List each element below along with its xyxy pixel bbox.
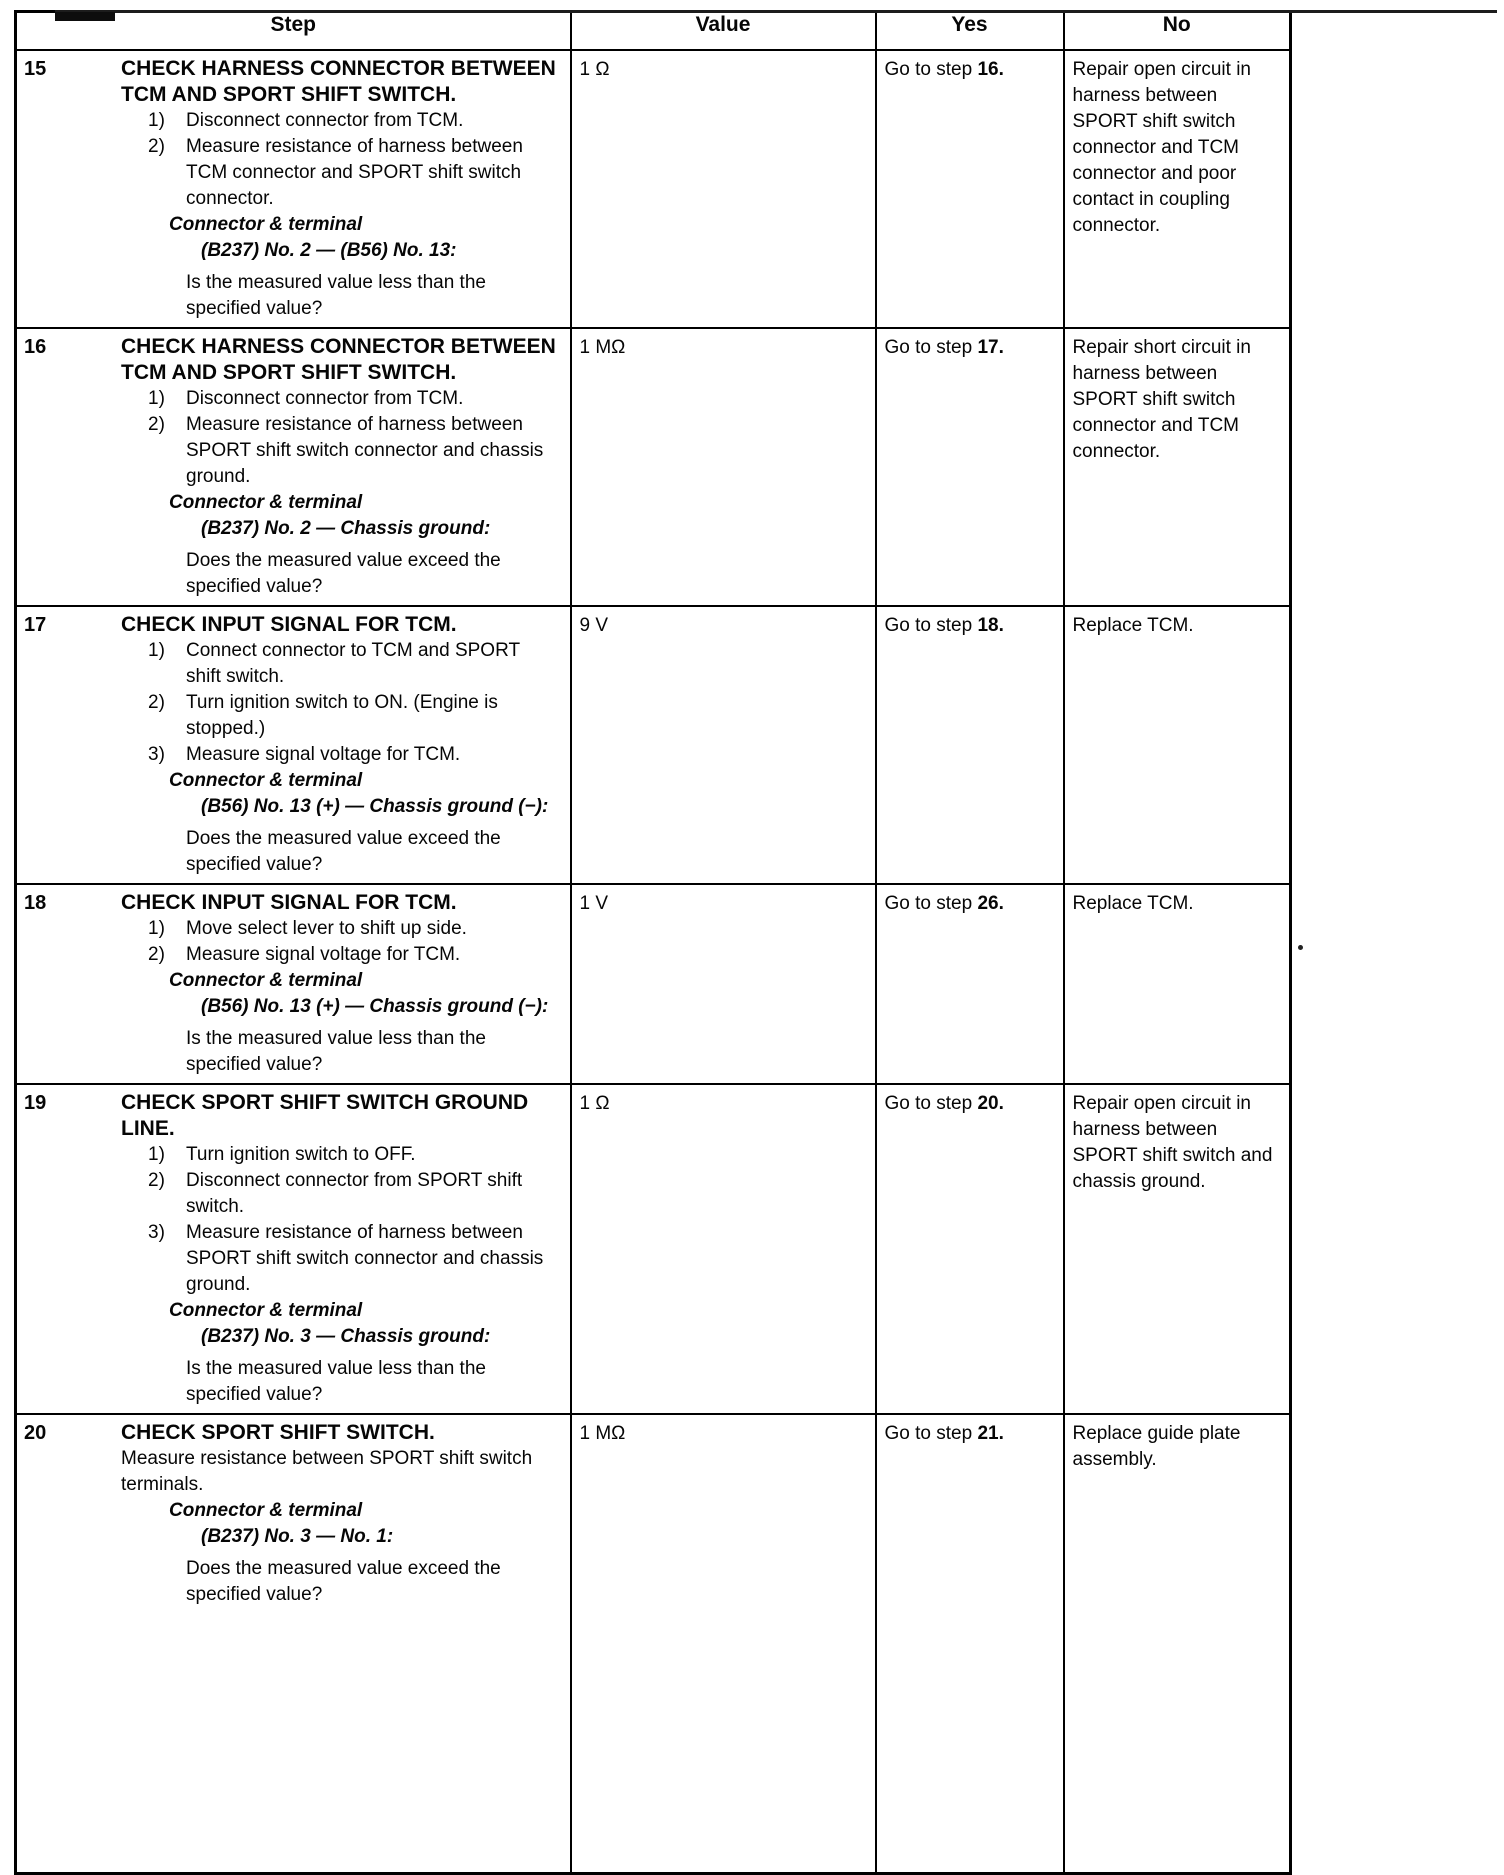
step-instruction <box>121 108 560 134</box>
connector-terminal-heading: Connector & terminal <box>169 491 363 513</box>
step-question: Does the measured value exceed the specified value? <box>186 549 501 597</box>
terminal-spec: (B237) No. 2 — (B56) No. 13: <box>201 239 457 261</box>
no-cell: Repair open circuit in harness between SPORT shift switch connector and TCM connector and poor contact in coupling connector. <box>1064 50 1291 328</box>
step-question: Is the measured value less than the specified value? <box>186 1357 486 1405</box>
connector-terminal-heading: Connector & terminal <box>169 969 363 991</box>
step-cell <box>16 884 571 1084</box>
scanned-manual-page <box>0 10 1504 1875</box>
step-cell <box>16 328 571 606</box>
step-content <box>121 612 560 878</box>
step-cell <box>16 1084 571 1414</box>
connector-terminal-heading: Connector & terminal <box>169 769 363 791</box>
scan-artifact-dot <box>1298 945 1303 950</box>
scan-artifact-line <box>55 10 1497 13</box>
step-instruction <box>121 1168 560 1220</box>
step-number: 18 <box>24 891 47 914</box>
yes-action-text: Go to step <box>884 336 978 358</box>
value-cell: 1 V <box>571 884 876 1084</box>
step-instructions <box>121 108 560 212</box>
instruction-text: Measure signal voltage for TCM. <box>186 743 461 765</box>
step-instruction <box>121 742 560 768</box>
step-instruction <box>121 638 560 690</box>
step-lead-text: Measure resistance between SPORT shift switch terminals. <box>121 1447 533 1495</box>
instruction-text: Turn ignition switch to ON. (Engine is stopped.) <box>186 691 498 739</box>
step-question: Does the measured value exceed the specified value? <box>186 827 501 875</box>
terminal-spec: (B56) No. 13 (+) — Chassis ground (−): <box>201 995 549 1017</box>
instruction-text: Turn ignition switch to OFF. <box>186 1143 416 1165</box>
yes-cell <box>876 50 1064 328</box>
step-instruction <box>121 134 560 212</box>
table-row <box>16 50 1291 328</box>
table-row <box>16 884 1291 1084</box>
yes-step-reference: 21. <box>977 1422 1004 1444</box>
step-instructions <box>121 916 560 968</box>
no-cell: Repair open circuit in harness between SPORT shift switch and chassis ground. <box>1064 1084 1291 1414</box>
step-number: 20 <box>24 1421 47 1444</box>
instruction-text: Measure resistance of harness between SPORT shift switch connector and chassis ground. <box>186 413 544 487</box>
step-content <box>121 890 560 1078</box>
instruction-number: 1) <box>148 917 165 939</box>
yes-step-reference: 16. <box>977 58 1004 80</box>
step-instruction <box>121 1220 560 1298</box>
step-instruction <box>121 942 560 968</box>
instruction-text: Disconnect connector from SPORT shift switch. <box>186 1169 523 1217</box>
yes-step-reference: 26. <box>977 892 1004 914</box>
instruction-text: Connect connector to TCM and SPORT shift switch. <box>186 639 520 687</box>
yes-step-reference: 18. <box>977 614 1004 636</box>
step-number: 15 <box>24 57 47 80</box>
yes-action-text: Go to step <box>884 614 978 636</box>
step-cell <box>16 1414 571 1874</box>
terminal-spec: (B56) No. 13 (+) — Chassis ground (−): <box>201 795 549 817</box>
table-row <box>16 328 1291 606</box>
step-question: Is the measured value less than the specified value? <box>186 271 486 319</box>
connector-terminal-heading: Connector & terminal <box>169 213 363 235</box>
step-instructions <box>121 386 560 490</box>
scan-artifact-mark <box>55 12 115 21</box>
instruction-text: Disconnect connector from TCM. <box>186 109 464 131</box>
instruction-number: 1) <box>148 1143 165 1165</box>
step-instruction <box>121 386 560 412</box>
instruction-text: Measure resistance of harness between TCM connector and SPORT shift switch connector. <box>186 135 523 209</box>
step-instruction <box>121 916 560 942</box>
column-header-step: Step <box>16 12 571 50</box>
step-number: 16 <box>24 335 47 358</box>
yes-action-text: Go to step <box>884 1092 978 1114</box>
value-cell: 9 V <box>571 606 876 884</box>
step-content <box>121 1420 560 1608</box>
instruction-number: 3) <box>148 743 165 765</box>
step-instructions <box>121 1142 560 1298</box>
no-cell: Repair short circuit in harness between SPORT shift switch connector and TCM connector. <box>1064 328 1291 606</box>
instruction-number: 1) <box>148 109 165 131</box>
instruction-number: 2) <box>148 943 165 965</box>
step-cell <box>16 606 571 884</box>
instruction-number: 3) <box>148 1221 165 1243</box>
terminal-spec: (B237) No. 3 — No. 1: <box>201 1525 394 1547</box>
header-row <box>16 12 1291 50</box>
yes-cell <box>876 606 1064 884</box>
table-body <box>16 50 1291 1874</box>
step-number: 17 <box>24 613 47 636</box>
step-title: CHECK SPORT SHIFT SWITCH. <box>121 1420 435 1444</box>
instruction-text: Measure resistance of harness between SPORT shift switch connector and chassis ground. <box>186 1221 544 1295</box>
no-cell: Replace guide plate assembly. <box>1064 1414 1291 1874</box>
no-cell: Replace TCM. <box>1064 884 1291 1084</box>
yes-step-reference: 17. <box>977 336 1004 358</box>
instruction-number: 1) <box>148 639 165 661</box>
table-row <box>16 1414 1291 1874</box>
yes-cell <box>876 884 1064 1084</box>
instruction-number: 2) <box>148 691 165 713</box>
diagnostic-procedure-table <box>14 10 1292 1875</box>
column-header-value: Value <box>571 12 876 50</box>
instruction-number: 2) <box>148 413 165 435</box>
value-cell: 1 MΩ <box>571 1414 876 1874</box>
step-title: CHECK HARNESS CONNECTOR BETWEEN TCM AND SPORT SHIFT SWITCH. <box>121 56 556 106</box>
yes-step-reference: 20. <box>977 1092 1004 1114</box>
instruction-text: Disconnect connector from TCM. <box>186 387 464 409</box>
step-number: 19 <box>24 1091 47 1114</box>
step-instruction <box>121 412 560 490</box>
step-title: CHECK INPUT SIGNAL FOR TCM. <box>121 612 457 636</box>
instruction-number: 1) <box>148 387 165 409</box>
yes-action-text: Go to step <box>884 1422 978 1444</box>
instruction-number: 2) <box>148 135 165 157</box>
connector-terminal-heading: Connector & terminal <box>169 1499 363 1521</box>
table-row <box>16 1084 1291 1414</box>
column-header-yes: Yes <box>876 12 1064 50</box>
no-cell: Replace TCM. <box>1064 606 1291 884</box>
yes-cell <box>876 1414 1064 1874</box>
terminal-spec: (B237) No. 2 — Chassis ground: <box>201 517 491 539</box>
terminal-spec: (B237) No. 3 — Chassis ground: <box>201 1325 491 1347</box>
step-instructions <box>121 638 560 768</box>
step-question: Is the measured value less than the specified value? <box>186 1027 486 1075</box>
step-instruction <box>121 690 560 742</box>
step-cell <box>16 50 571 328</box>
table-row <box>16 606 1291 884</box>
instruction-text: Move select lever to shift up side. <box>186 917 467 939</box>
value-cell: 1 MΩ <box>571 328 876 606</box>
column-header-no: No <box>1064 12 1291 50</box>
step-title: CHECK SPORT SHIFT SWITCH GROUND LINE. <box>121 1090 529 1140</box>
step-content <box>121 56 560 322</box>
step-title: CHECK INPUT SIGNAL FOR TCM. <box>121 890 457 914</box>
connector-terminal-heading: Connector & terminal <box>169 1299 363 1321</box>
yes-cell <box>876 1084 1064 1414</box>
step-instruction <box>121 1142 560 1168</box>
step-title: CHECK HARNESS CONNECTOR BETWEEN TCM AND SPORT SHIFT SWITCH. <box>121 334 556 384</box>
value-cell: 1 Ω <box>571 1084 876 1414</box>
yes-cell <box>876 328 1064 606</box>
value-cell: 1 Ω <box>571 50 876 328</box>
yes-action-text: Go to step <box>884 892 978 914</box>
yes-action-text: Go to step <box>884 58 978 80</box>
step-content <box>121 1090 560 1408</box>
step-question: Does the measured value exceed the specified value? <box>186 1557 501 1605</box>
instruction-number: 2) <box>148 1169 165 1191</box>
step-content <box>121 334 560 600</box>
instruction-text: Measure signal voltage for TCM. <box>186 943 461 965</box>
